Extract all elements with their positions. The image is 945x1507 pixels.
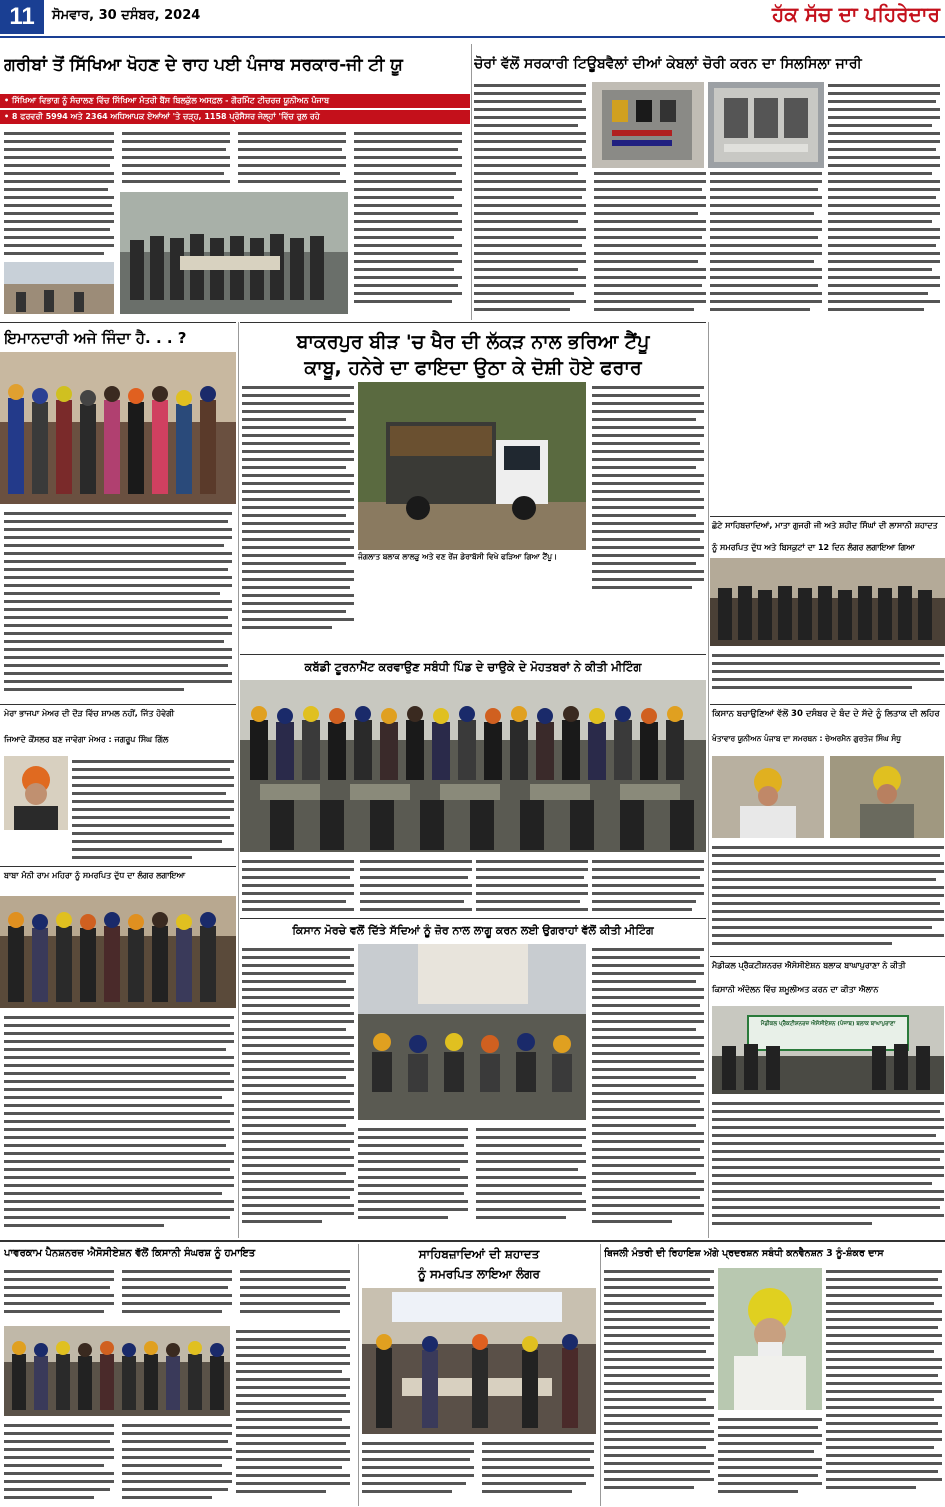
kabaddi-photo-art (240, 680, 706, 852)
morcha-body-center-lines (358, 1124, 586, 1234)
tempo-body-left (242, 382, 354, 642)
sahibzade-headline-1: ਸਾਹਿਬਜ਼ਾਦਿਆਂ ਦੀ ਸ਼ਹਾਦਤ (418, 1247, 540, 1261)
morcha-photo-art (358, 944, 586, 1120)
gill-body-text (72, 756, 234, 866)
page-number: 11 (0, 0, 44, 34)
rule-tempo-top (240, 322, 706, 323)
gill-photo-art (4, 756, 68, 830)
kisan-bills-headline: ਕਿਸਾਨ ਬਚਾਉਣਿਆਂ ਵੱਲੋਂ 30 ਦਸੰਬਰ ਦੇ ਬੰਦ ਦੇ ਸੱਦੇ ਨੂੰ ਲਿਤਾਕ ਦੀ ਲਹਿਰ (712, 709, 940, 719)
morcha-body-right (592, 944, 704, 1234)
masthead-rule (0, 36, 945, 38)
bijli-body-center-lines (718, 1414, 822, 1504)
bijli-body-center (718, 1414, 822, 1504)
sahibzade-body-text (362, 1438, 596, 1504)
col-rule-left (238, 322, 239, 1238)
lead-subhead-1: • ਸਿੱਖਿਆ ਵਿਭਾਗ ਨੂੰ ਸੰਚਾਲਣ ਵਿੱਚ ਸਿੱਖਿਆ ਮੰਤਰੀ ਬੈਂਸ ਬਿਲਕੁੱਲ ਅਸਫ਼ਲ - ਗੌਰਮਿੰਟ ਟੀਚਰਜ਼ ਯੂਨੀਅਨ ਪੰਜਾਬ (0, 94, 470, 108)
kisan-bills-photo-1-art (712, 756, 824, 838)
bijli-body-left-lines (604, 1266, 714, 1504)
shaheedi-photo (710, 558, 945, 646)
tempo-body-right-lines (592, 382, 704, 642)
lead-photo-school (4, 262, 114, 314)
cable-photo-box-art (708, 82, 824, 168)
pensioners-body-right-lines (236, 1326, 354, 1504)
tempo-body-right (592, 382, 704, 642)
morcha-body-right-lines (592, 944, 704, 1234)
bijli-photo-art (718, 1268, 822, 1410)
medical-banner-text: ਮੈਡੀਕਲ ਪ੍ਰੈਕਟੀਸ਼ਨਰਜ਼ ਐਸੋਸੀਏਸ਼ਨ (ਪੰਜਾਬ) ਬਲਾਕ ਬਾਘਾਪੁਰਾਣਾ (760, 1021, 896, 1027)
honesty-body-lines (4, 508, 232, 696)
shaheedi-photo-art (710, 558, 945, 646)
cable-photo-panel-art (592, 82, 704, 168)
honesty-headline: ਇਮਾਨਦਾਰੀ ਅਜੇ ਜਿੰਦਾ ਹੈ. . . ? (4, 329, 187, 347)
medical-body-lines (712, 1098, 944, 1234)
rule-bottom-row (0, 1240, 945, 1242)
col-rule-bottom-1 (358, 1244, 359, 1506)
kabaddi-body-lines (242, 856, 704, 916)
gill-headline-1: ਮੇਰਾ ਭਾਜਪਾ ਮੇਅਰ ਦੀ ਦੌੜ ਵਿੱਚ ਸ਼ਾਮਲ ਨਹੀਂ, ਜਿੱਤ ਹੋਵੇਗੀ (4, 709, 175, 718)
kabaddi-body-text (242, 856, 704, 916)
pensioners-body-right (236, 1326, 354, 1504)
kabaddi-photo (240, 680, 706, 852)
kisan-bills-photo-1 (712, 756, 824, 838)
baba-body-text (4, 1012, 234, 1236)
pensioners-headline: ਪਾਵਰਕਾਮ ਪੈਨਸ਼ਨਰਜ਼ ਐਸੋਸੀਏਸ਼ਨ ਵੱਲੋਂ ਕਿਸਾਨੀ ਸੰਘਰਸ਼ ਨੂੰ ਹਮਾਇਤ (4, 1248, 256, 1259)
shaheedi-body-text (712, 650, 944, 700)
medical-body-text (712, 1098, 944, 1234)
pensioners-photo (4, 1326, 230, 1416)
lead-photo-teachers-protest (120, 192, 348, 314)
bijli-headline: ਬਿਜਲੀ ਮੰਤਰੀ ਦੀ ਰਿਹਾਇਸ਼ ਅੱਗੇ ਪ੍ਰਦਰਸ਼ਨ ਸਬੰਧੀ ਕਨਵੈਨਸ਼ਨ 3 ਨੂੰ-ਸ਼ੰਕਰ ਦਾਸ (604, 1248, 884, 1259)
pensioners-body-top (4, 1266, 354, 1322)
morcha-photo (358, 944, 586, 1120)
baba-headline: ਬਾਬਾ ਮੰਨੀ ਰਾਮ ਮਹਿਰਾ ਨੂੰ ਸਮਰਪਿਤ ਦੁੱਧ ਦਾ ਲੰਗਰ ਲਗਾਇਆ (4, 871, 186, 880)
rule-baba-top (0, 866, 236, 867)
tempo-headline-2: ਕਾਬੂ, ਹਨੇਰੇ ਦਾ ਫਾਇਦਾ ਉਠਾ ਕੇ ਦੋਸ਼ੀ ਹੋਏ ਫਰਾਰ (304, 357, 642, 379)
kisan-bills-photo-2 (830, 756, 944, 838)
bijli-body-left (604, 1266, 714, 1504)
tempo-photo-truck-art (358, 382, 586, 550)
kabaddi-headline: ਕਬੱਡੀ ਟੂਰਨਾਮੈਂਟ ਕਰਵਾਉਣ ਸਬੰਧੀ ਪਿੰਡ ਦੇ ਚਾਉਕੇ ਦੇ ਮੋਹਤਬਰਾਂ ਨੇ ਕੀਤੀ ਮੀਟਿੰਗ (304, 660, 642, 674)
issue-date: ਸੋਮਵਾਰ, 30 ਦਸੰਬਰ, 2024 (52, 8, 201, 23)
bijli-body-right-lines (826, 1266, 942, 1504)
morcha-body-center (358, 1124, 586, 1234)
lead-photo-art (120, 192, 348, 314)
medical-headline-1: ਮੈਡੀਕਲ ਪ੍ਰੈਕਟੀਸ਼ਨਰਜ਼ ਐਸੋਸੀਏਸ਼ਨ ਬਲਾਕ ਬਾਘਾਪੁਰਾਣਾ ਨੇ ਕੀਤੀ (712, 961, 906, 970)
medical-headline-2: ਕਿਸਾਨੀ ਅੰਦੋਲਨ ਵਿੱਚ ਸ਼ਮੂਲੀਅਤ ਕਰਨ ਦਾ ਕੀਤਾ ਐਲਾਨ (712, 985, 879, 994)
kisan-bills-body (712, 842, 944, 954)
medical-photo (712, 1006, 944, 1094)
paper-name: ਹੱਕ ਸੱਚ ਦਾ ਪਹਿਰੇਦਾਰ (772, 2, 940, 26)
cable-headline: ਚੋਰਾਂ ਵੱਲੋਂ ਸਰਕਾਰੀ ਟਿਊਬਵੈਲਾਂ ਦੀਆਂ ਕੇਬਲਾਂ ਚੋਰੀ ਕਰਨ ਦਾ ਸਿਲਸਿਲਾ ਜਾਰੀ (474, 56, 862, 72)
tempo-photo-truck (358, 382, 586, 550)
morcha-headline: ਕਿਸਾਨ ਮੋਰਚੇ ਵਲੋਂ ਦਿੱਤੇ ਸੱਦਿਆਂ ਨੂੰ ਜ਼ੋਰ ਨਾਲ ਲਾਗੂ ਕਰਨ ਲਈ ਉਗਰਾਹਾਂ ਵੱਲੋਂ ਕੀਤੀ ਮੀਟਿੰਗ (292, 924, 654, 937)
rule-morcha-top (240, 918, 706, 919)
masthead (0, 0, 945, 36)
sahibzade-photo-art (362, 1288, 596, 1434)
lead-headline: ਗਰੀਬਾਂ ਤੋਂ ਸਿੱਖਿਆ ਖੋਹਣ ਦੇ ਰਾਹ ਪਈ ਪੰਜਾਬ ਸਰਕਾਰ-ਜੀ ਟੀ ਯੂ (4, 55, 403, 75)
honesty-photo-art (0, 352, 236, 504)
col-rule-right (708, 322, 709, 1238)
shaheedi-body-lines (712, 650, 944, 700)
honesty-body-text (4, 508, 232, 696)
morcha-body-left-lines (242, 944, 354, 1234)
kisan-bills-body-lines (712, 842, 944, 954)
tempo-body-left-lines (242, 382, 354, 642)
kisan-bills-photo-2-art (830, 756, 944, 838)
gill-headline-2: ਜਿਆਦੇ ਕੌਂਸਲਰ ਬਣ ਜਾਵੇਗਾ ਮੇਅਰ : ਜਗਰੂਪ ਸਿੰਘ ਗਿੱਲ (4, 735, 169, 744)
rule-medical-top (710, 956, 945, 957)
sahibzade-body-lines (362, 1438, 596, 1504)
col-rule-bottom-2 (600, 1244, 601, 1506)
shaheedi-headline-1: ਛੋਟੇ ਸਾਹਿਬਜ਼ਾਦਿਆਂ, ਮਾਤਾ ਗੁਜਰੀ ਜੀ ਅਤੇ ਸ਼ਹੀਦ ਸਿੰਘਾਂ ਦੀ ਲਾਸਾਨੀ ਸ਼ਹਾਦਤ (712, 521, 938, 530)
baba-body-lines (4, 1012, 234, 1236)
baba-photo-art (0, 896, 236, 1008)
rule-gill-top (0, 704, 236, 705)
shaheedi-headline-2: ਨੂੰ ਸਮਰਪਿਤ ਦੁੱਧ ਅਤੇ ਬਿਸਕੁਟਾਂ ਦਾ 12 ਦਿਨ ਲੰਗਰ ਲਗਾਇਆ ਗਿਆ (712, 543, 915, 552)
lead-photo-school-art (4, 262, 114, 314)
bijli-photo-portrait (718, 1268, 822, 1410)
gill-photo-portrait (4, 756, 68, 830)
pensioners-body-top-lines (4, 1266, 354, 1322)
rule-kabaddi-top (240, 654, 706, 655)
tempo-headline-1: ਬਾਕਰਪੁਰ ਬੀੜ 'ਚ ਖੈਰ ਦੀ ਲੱਕੜ ਨਾਲ ਭਰਿਆ ਟੈਂਪੂ (296, 331, 650, 353)
sahibzade-photo (362, 1288, 596, 1434)
rule-kisan-bills-top (710, 704, 945, 705)
kisan-bills-subhead: ਖੰਤਾਵਾਰ ਯੂਨੀਅਨ ਪੰਜਾਬ ਦਾ ਸਮਰਥਨ : ਚੇਅਰਮੈਨ ਗੁਰਤੇਜ ਸਿੰਘ ਸੰਧੂ (712, 734, 902, 743)
tempo-caption: ਜੰਗਲਾਤ ਬਲਾਕ ਲਾਲੜੂ ਅਤੇ ਵਣ ਰੇਂਜ ਡੇਰਾਬੱਸੀ ਵਿਖੇ ਫੜਿਆ ਗਿਆ ਟੈਂਪੂ। (358, 552, 558, 561)
sahibzade-headline-2: ਨੂੰ ਸਮਰਪਿਤ ਲਾਇਆ ਲੰਗਰ (418, 1267, 540, 1281)
gill-body-lines (72, 756, 234, 866)
bijli-body-right (826, 1266, 942, 1504)
lead-subhead-2: • 8 ਫਰਵਰੀ 5994 ਅਤੇ 2364 ਅਧਿਆਪਕ ਏਆਂਆਂ 'ਤੇ ਚੜ੍ਹ, 1158 ਪ੍ਰੋਸੈਸਰ ਜੇਲ੍ਹਾਂ 'ਵਿੱਚ ਰੁਲ ਰਹੇ (0, 110, 470, 124)
rule-honesty-top (0, 322, 236, 323)
baba-photo (0, 896, 236, 1008)
morcha-body-left (242, 944, 354, 1234)
cable-photo-panel (592, 82, 704, 168)
honesty-photo (0, 352, 236, 504)
rule-shaheedi-top (710, 516, 945, 517)
pensioners-photo-art (4, 1326, 230, 1416)
col-rule-top (471, 44, 472, 320)
cable-photo-box (708, 82, 824, 168)
